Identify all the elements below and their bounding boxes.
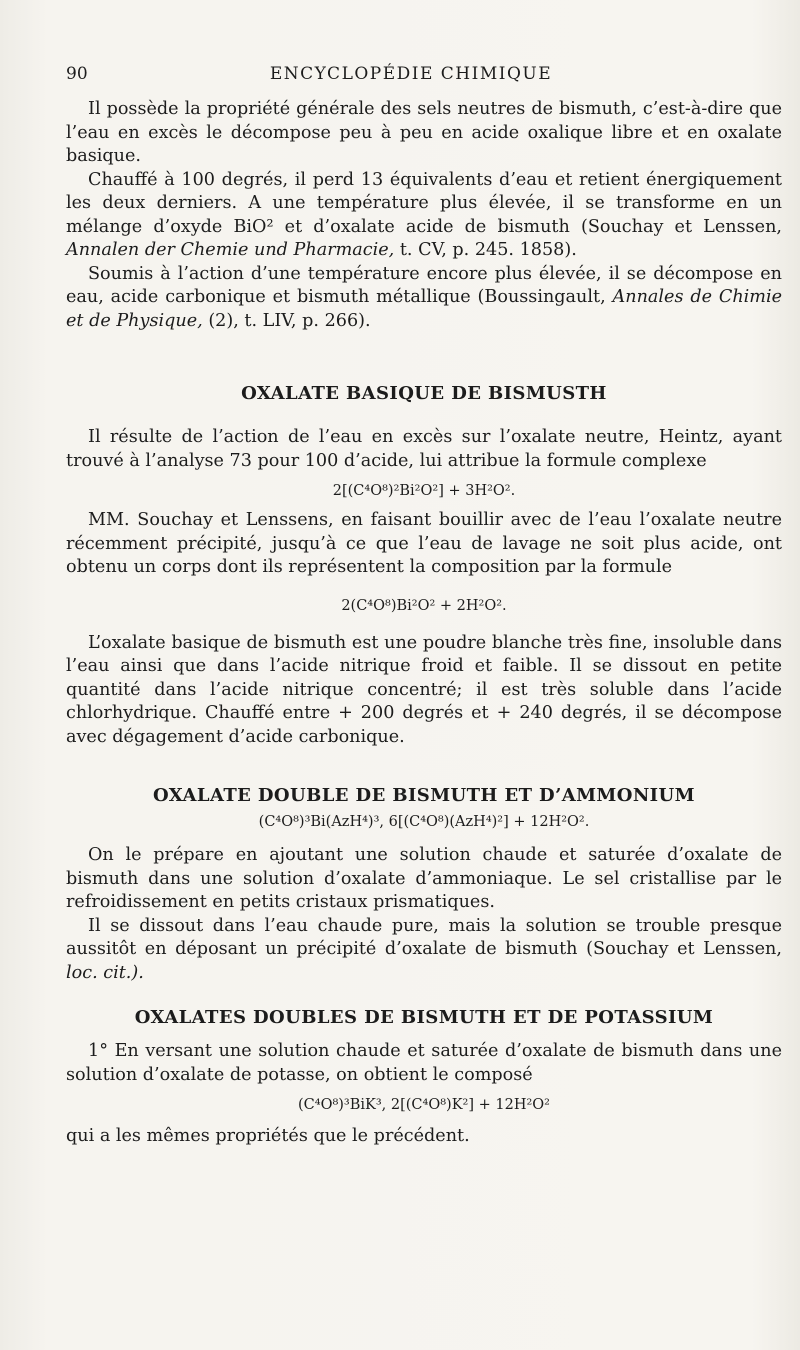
running-title: ENCYCLOPÉDIE CHIMIQUE bbox=[269, 64, 553, 84]
section-title: OXALATE BASIQUE DE BISMUSTH bbox=[241, 383, 607, 404]
paragraph-text: qui a les mêmes propriétés que le précédent. bbox=[66, 1126, 470, 1146]
paragraph-text: Chauffé à 100 degrés, il perd 13 équivalents d’eau et retient énergiquement les deux derniers. A une température plus élevée, il se transforme en un mélange d’oxyde BiO² et d’oxalate acide de bismuth (Souchay et Lenssen, bbox=[66, 169, 782, 237]
paragraph-text: Soumis à l’action d’une température encore plus élevée, il se décompose en eau, acide carbonique et bismuth métallique (Boussingault, bbox=[66, 263, 782, 307]
paragraph bbox=[66, 426, 782, 473]
citation-title: Annales de Chimie et de Physique, bbox=[66, 287, 783, 331]
paragraph bbox=[66, 169, 782, 263]
citation-detail: (2), t. LIV, p. 266). bbox=[208, 310, 371, 331]
chemical-formula: 2[(C⁴O⁸)²Bi²O²] + 3H²O². bbox=[332, 483, 516, 499]
citation-title: Annalen der Chemie und Pharmacie, bbox=[66, 240, 395, 260]
paragraph-text: Il se dissout dans l’eau chaude pure, mais la solution se trouble presque aussitôt en déposant un précipité d’oxalate de bismuth (Souchay et Lenssen, bbox=[66, 915, 782, 959]
paragraph-text: MM. Souchay et Lenssens, en faisant bouillir avec de l’eau l’oxalate neutre récemment précipité, jusqu’à ce que l’eau de lavage ne soit plus acide, ont obtenu un corps dont ils représentent la composition par la formule bbox=[66, 510, 782, 577]
paragraph-text: Il possède la propriété générale des sels neutres de bismuth, c’est-à-dire que l’eau en excès le décompose peu à peu en acide oxalique libre et en oxalate basique. bbox=[66, 99, 782, 166]
paragraph bbox=[66, 1040, 782, 1087]
paragraph bbox=[66, 844, 782, 915]
citation-title: loc. cit.). bbox=[66, 962, 144, 983]
paragraph bbox=[66, 509, 782, 580]
page-body bbox=[66, 98, 782, 1149]
chemical-formula: (C⁴O⁸)³BiK³, 2[(C⁴O⁸)K²] + 12H²O² bbox=[298, 1097, 550, 1113]
paragraph bbox=[66, 98, 782, 169]
chemical-formula: (C⁴O⁸)³Bi(AzH⁴)³, 6[(C⁴O⁸)(AzH⁴)²] + 12H²O². bbox=[258, 814, 590, 830]
paragraph bbox=[66, 1125, 782, 1149]
paragraph bbox=[66, 632, 782, 750]
section-title: OXALATE DOUBLE DE BISMUTH ET D’AMMONIUM bbox=[153, 785, 695, 806]
page-header bbox=[66, 64, 756, 88]
paragraph bbox=[66, 915, 782, 986]
section-title: OXALATES DOUBLES DE BISMUTH ET DE POTASSIUM bbox=[134, 1007, 714, 1028]
paragraph-text: On le prépare en ajoutant une solution chaude et saturée d’oxalate de bismuth dans une solution d’oxalate d’ammoniaque. Le sel cristallise par le refroidissement en petits cristaux prismatiques. bbox=[66, 845, 782, 912]
paragraph-text: Il résulte de l’action de l’eau en excès sur l’oxalate neutre, Heintz, ayant trouvé à l’analyse 73 pour 100 d’acide, lui attribue la formule complexe bbox=[66, 427, 782, 471]
paragraph bbox=[66, 263, 782, 334]
chemical-formula: 2(C⁴O⁸)Bi²O² + 2H²O². bbox=[341, 597, 507, 614]
citation-detail: t. CV, p. 245. 1858). bbox=[399, 240, 577, 260]
page-number: 90 bbox=[66, 64, 88, 84]
paragraph-text: 1° En versant une solution chaude et saturée d’oxalate de bismuth dans une solution d’oxalate de potasse, on obtient le composé bbox=[66, 1041, 782, 1085]
paragraph-text: L’oxalate basique de bismuth est une poudre blanche très fine, insoluble dans l’eau ainsi que dans l’acide nitrique froid et faible. Il se dissout en petite quantité dans l’acide nitrique concentré; il est très soluble dans l’acide chlorhydrique. Chauffé entre + 200 degrés et + 240 degrés, il se décompose avec dégagement d’acide carbonique. bbox=[66, 632, 782, 747]
